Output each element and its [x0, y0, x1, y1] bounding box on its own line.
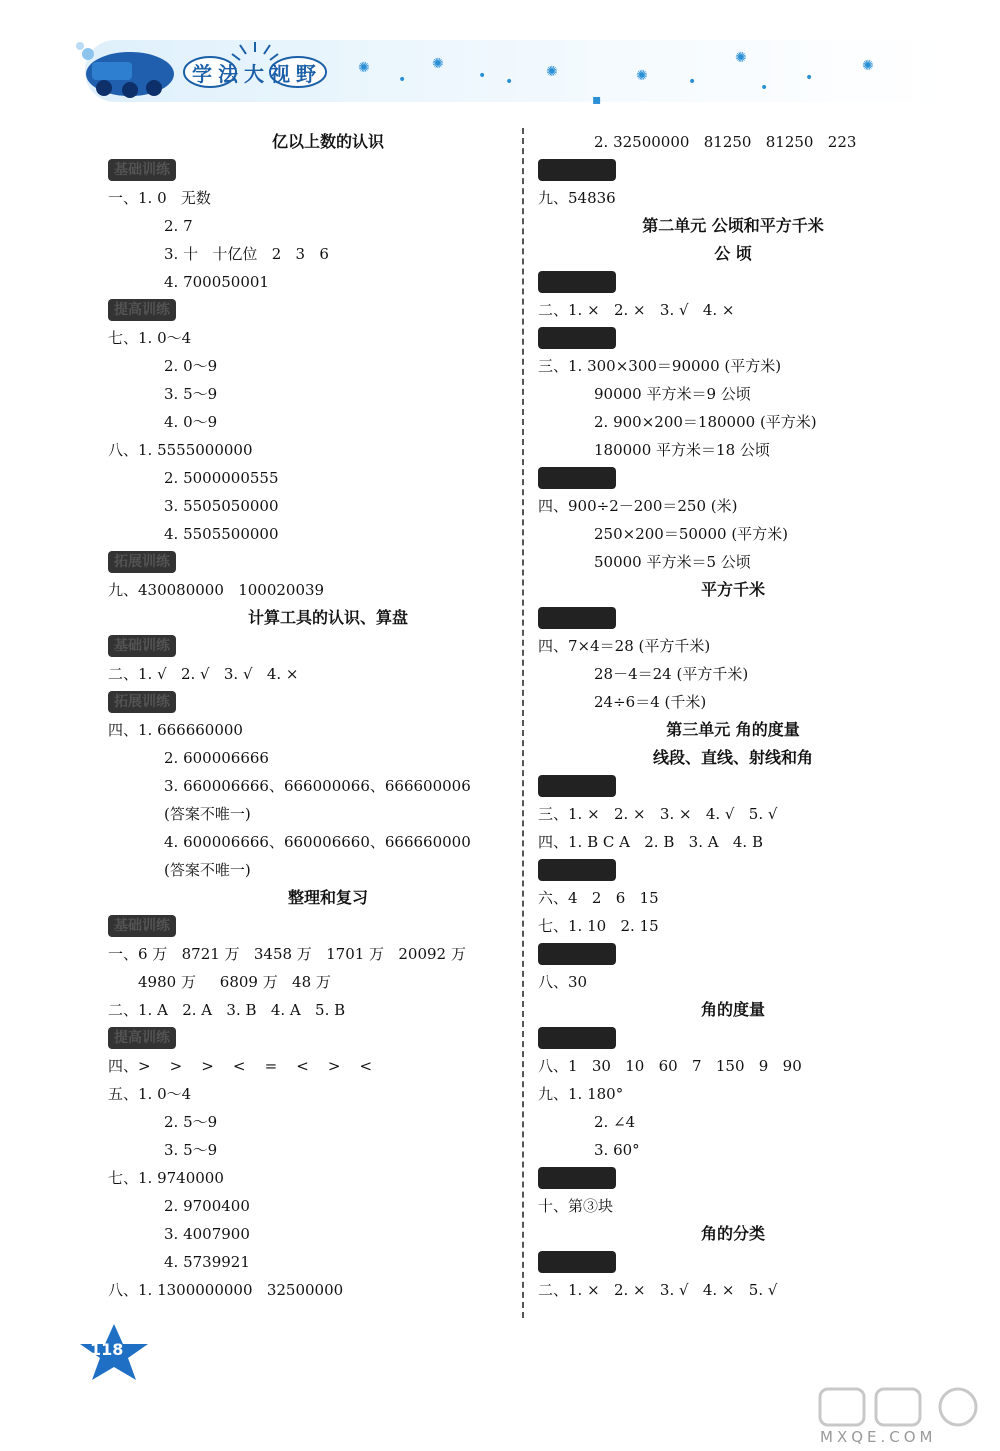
answer-line: 六、4 2 6 15 [538, 889, 659, 907]
answer-line: 2. 600006666 [164, 749, 269, 767]
brand-title: 学法大视野 [192, 62, 322, 86]
section-title: 计算工具的认识、算盘 [247, 608, 408, 627]
section-label-badge [538, 467, 616, 489]
answer-line: 二、1. A 2. A 3. B 4. A 5. B [108, 1001, 346, 1019]
star-icon: ✺ [358, 60, 370, 76]
section-label-row [538, 1164, 898, 1192]
section-title: 整理和复习 [287, 888, 368, 907]
answer-line: 3. 60° [594, 1141, 640, 1159]
answer-line: 2. 32500000 81250 81250 223 [594, 133, 857, 151]
answer-line: 3. 5～9 [164, 1141, 218, 1159]
answer-line: 四、900÷2－200＝250 (米) [538, 497, 738, 515]
answer-line: 24÷6＝4 (千米) [594, 693, 707, 711]
dot-icon: • [505, 74, 514, 90]
section-label-row [538, 1248, 898, 1276]
column-divider [522, 128, 524, 1318]
answer-line: 七、1. 10 2. 15 [538, 917, 659, 935]
dot-icon: • [688, 74, 697, 90]
section-title: 第二单元 公顷和平方千米 [642, 216, 824, 235]
answer-line: 八、30 [538, 973, 588, 991]
answer-line: 三、1. × 2. × 3. × 4. √ 5. √ [538, 805, 778, 823]
answer-line: 3. 660006666、666000066、666600006 [164, 777, 471, 795]
section-label-badge [538, 1027, 616, 1049]
answer-line: 八、1. 5555000000 [108, 441, 253, 459]
answer-line: 3. 5505050000 [164, 497, 279, 515]
star-icon: ✺ [546, 64, 558, 80]
watermark-text: MXQE.COM [820, 1428, 937, 1446]
section-title: 角的分类 [700, 1224, 765, 1243]
answer-line: 2. 900×200＝180000 (平方米) [594, 413, 817, 431]
section-label-badge [538, 271, 616, 293]
section-label-badge [538, 327, 616, 349]
answer-line: 3. 十 十亿位 2 3 6 [164, 245, 329, 263]
section-label-badge [538, 1251, 616, 1273]
section-label-badge: 提高训练 [108, 299, 176, 321]
section-label-row [538, 324, 898, 352]
page-header [0, 0, 1000, 110]
dot-icon: • [398, 72, 407, 88]
answer-line: 4. 700050001 [164, 273, 269, 291]
answer-line: 八、1. 1300000000 32500000 [108, 1281, 344, 1299]
section-label-row [108, 688, 508, 716]
answer-line: 八、1 30 10 60 7 150 9 90 [538, 1057, 802, 1075]
answer-line: 四、1. B C A 2. B 3. A 4. B [538, 833, 763, 851]
answer-line: 九、430080000 100020039 [108, 581, 325, 599]
section-label-badge: 提高训练 [108, 1027, 176, 1049]
answer-line: 四、7×4＝28 (平方千米) [538, 637, 711, 655]
section-label-badge [538, 607, 616, 629]
section-label-badge: 基础训练 [108, 635, 176, 657]
section-label-badge: 基础训练 [108, 915, 176, 937]
answer-line: 一、6 万 8721 万 3458 万 1701 万 20092 万 [108, 945, 466, 963]
answer-line: 250×200＝50000 (平方米) [594, 525, 789, 543]
answer-line: 二、1. √ 2. √ 3. √ 4. × [108, 665, 299, 683]
section-label-badge [538, 775, 616, 797]
answer-line: 2. 0～9 [164, 357, 218, 375]
answer-line: 2. 5000000555 [164, 469, 279, 487]
section-label-badge [538, 943, 616, 965]
section-label-badge [538, 159, 616, 181]
answer-line: 4. 5739921 [164, 1253, 250, 1271]
star-icon: ✺ [735, 50, 747, 66]
answer-line: 50000 平方米＝5 公顷 [594, 553, 751, 571]
section-label-row [108, 912, 508, 940]
answer-line: 3. 5～9 [164, 385, 218, 403]
answer-line: 十、第③块 [538, 1197, 614, 1215]
section-title: 角的度量 [700, 1000, 765, 1019]
answer-line: 九、1. 180° [538, 1085, 624, 1103]
section-label-row [108, 548, 508, 576]
answer-line: (答案不唯一) [164, 805, 251, 823]
answer-line: 4. 600006666、660006660、666660000 [164, 833, 471, 851]
section-label-row [538, 156, 898, 184]
answer-line: 九、54836 [538, 189, 616, 207]
answer-line: 4980 万 6809 万 48 万 [138, 973, 331, 991]
answer-line: 四、1. 666660000 [108, 721, 243, 739]
star-icon: ✺ [432, 56, 444, 72]
answer-line: 一、1. 0 无数 [108, 189, 211, 207]
section-title: 公 顷 [714, 244, 752, 263]
section-title: 第三单元 角的度量 [666, 720, 800, 739]
section-label-row [538, 604, 898, 632]
section-label-row [538, 1024, 898, 1052]
section-label-badge: 拓展训练 [108, 691, 176, 713]
section-label-badge [538, 1167, 616, 1189]
dot-icon: ▪ [592, 92, 602, 108]
answer-line: 四、> > > < = < > < [108, 1057, 373, 1075]
answer-line: 七、1. 0～4 [108, 329, 192, 347]
answer-line: 三、1. 300×300＝90000 (平方米) [538, 357, 782, 375]
answer-line: 2. ∠4 [594, 1113, 636, 1131]
answer-line: 180000 平方米＝18 公顷 [594, 441, 770, 459]
page-number: 118 [90, 1340, 124, 1359]
section-title: 亿以上数的认识 [271, 132, 384, 151]
answer-line: 七、1. 9740000 [108, 1169, 224, 1187]
section-label-row [538, 464, 898, 492]
section-title: 线段、直线、射线和角 [652, 748, 813, 767]
star-icon: ✺ [636, 68, 648, 84]
answer-line: 二、1. × 2. × 3. √ 4. × [538, 301, 735, 319]
right-column [538, 128, 898, 1304]
section-label-row [538, 772, 898, 800]
star-icon: ✺ [862, 58, 874, 74]
section-label-badge: 基础训练 [108, 159, 176, 181]
dot-icon: • [760, 80, 769, 96]
section-label-row [538, 268, 898, 296]
answer-line: 二、1. × 2. × 3. √ 4. × 5. √ [538, 1281, 778, 1299]
answer-line: 2. 5～9 [164, 1113, 218, 1131]
answer-line: 五、1. 0～4 [108, 1085, 192, 1103]
section-label-row [108, 156, 508, 184]
left-column [108, 128, 508, 1304]
answer-line: 4. 0～9 [164, 413, 218, 431]
section-label-badge: 拓展训练 [108, 551, 176, 573]
answer-line: 3. 4007900 [164, 1225, 250, 1243]
section-title: 平方千米 [700, 580, 765, 599]
answer-line: 90000 平方米＝9 公顷 [594, 385, 751, 403]
answer-line: 4. 5505500000 [164, 525, 279, 543]
section-label-row [108, 296, 508, 324]
train-logo-icon [70, 40, 180, 102]
section-label-row [538, 856, 898, 884]
answer-line: 28－4＝24 (平方千米) [594, 665, 749, 683]
answer-line: 2. 9700400 [164, 1197, 250, 1215]
answer-line: 2. 7 [164, 217, 193, 235]
answer-line: (答案不唯一) [164, 861, 251, 879]
dot-icon: • [478, 68, 487, 84]
section-label-row [108, 1024, 508, 1052]
section-label-badge [538, 859, 616, 881]
section-label-row [108, 632, 508, 660]
section-label-row [538, 940, 898, 968]
dot-icon: • [805, 70, 814, 86]
